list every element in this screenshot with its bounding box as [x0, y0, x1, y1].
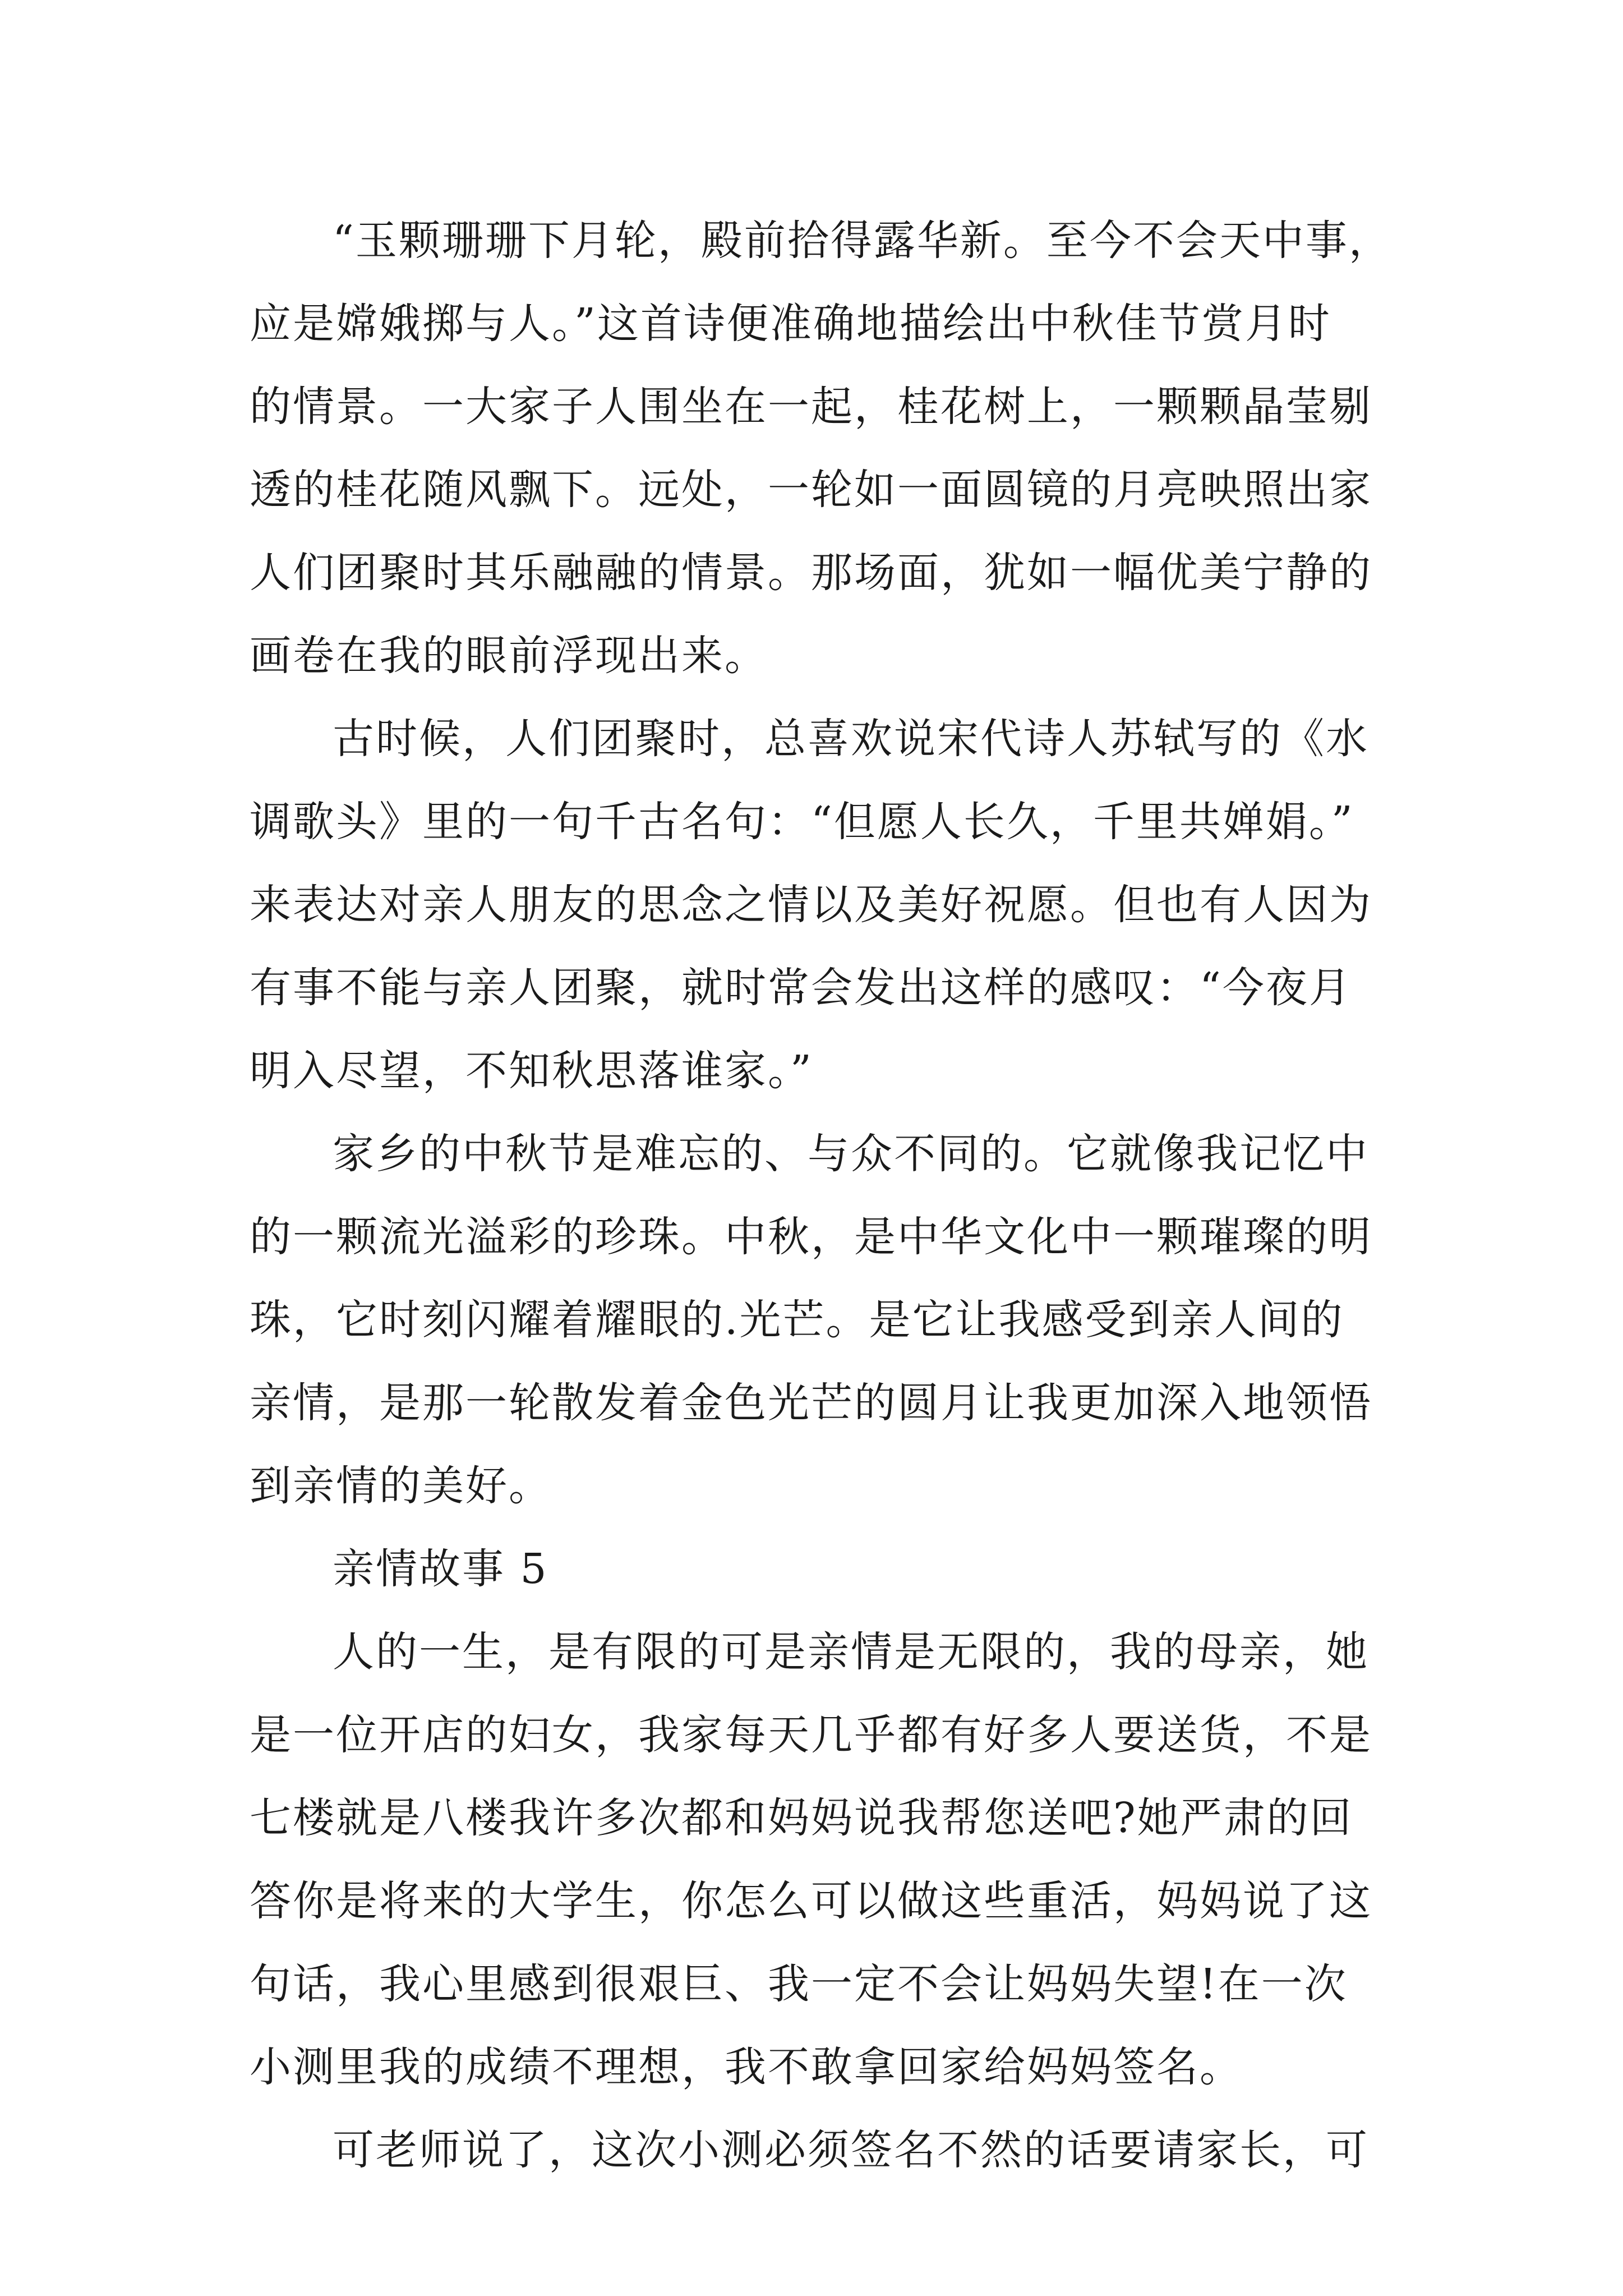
- body-text: [250, 199, 1392, 2192]
- paragraph-line: 人们团聚时其乐融融的情景。那场面，犹如一幅优美宁静的: [250, 549, 1372, 597]
- paragraph-line: 是一位开店的妇女，我家每天几乎都有好多人要送货，不是: [250, 1711, 1372, 1759]
- section-heading: 亲情故事 5: [333, 1545, 548, 1593]
- paragraph-line: 亲情，是那一轮散发着金色光芒的圆月让我更加深入地领悟: [250, 1379, 1372, 1427]
- paragraph-line: 有事不能与亲人团聚，就时常会发出这样的感叹：“今夜月: [250, 964, 1352, 1012]
- paragraph-line: 答你是将来的大学生，你怎么可以做这些重活，妈妈说了这: [250, 1877, 1372, 1925]
- paragraph-line: 明入尽望，不知秋思落谁家。”: [250, 1047, 813, 1095]
- paragraph-line: 应是嫦娥掷与人。”这首诗便准确地描绘出中秋佳节赏月时: [250, 300, 1331, 348]
- paragraph-line: 小测里我的成绩不理想，我不敢拿回家给妈妈签名。: [250, 2043, 1243, 2091]
- paragraph-line: 调歌头》里的一句千古名句：“但愿人长久，千里共婵娟。”: [250, 798, 1354, 846]
- paragraph-line: 透的桂花随风飘下。远处，一轮如一面圆镜的月亮映照出家: [250, 466, 1372, 514]
- paragraph-line: 家乡的中秋节是难忘的、与众不同的。它就像我记忆中: [333, 1130, 1369, 1178]
- paragraph-line: “玉颗珊珊下月轮，殿前拾得露华新。至今不会天中事，: [333, 217, 1392, 265]
- paragraph-line: 的情景。一大家子人围坐在一起，桂花树上，一颗颗晶莹剔: [250, 383, 1372, 431]
- paragraph-line: 画卷在我的眼前浮现出来。: [250, 632, 768, 680]
- paragraph-line: 人的一生，是有限的可是亲情是无限的，我的母亲，她: [333, 1628, 1369, 1676]
- paragraph-line: 来表达对亲人朋友的思念之情以及美好祝愿。但也有人因为: [250, 881, 1372, 929]
- paragraph-line: 句话，我心里感到很艰巨、我一定不会让妈妈失望!在一次: [250, 1960, 1348, 2008]
- paragraph-line: 古时候，人们团聚时，总喜欢说宋代诗人苏轼写的《水: [333, 715, 1369, 763]
- paragraph-line: 可老师说了，这次小测必须签名不然的话要请家长，可: [333, 2126, 1369, 2174]
- paragraph-line: 的一颗流光溢彩的珍珠。中秋，是中华文化中一颗璀璨的明: [250, 1213, 1372, 1261]
- paragraph-line: 到亲情的美好。: [250, 1462, 552, 1510]
- paragraph-line: 七楼就是八楼我许多次都和妈妈说我帮您送吧?她严肃的回: [250, 1794, 1353, 1842]
- paragraph-line: 珠，它时刻闪耀着耀眼的.光芒。是它让我感受到亲人间的: [250, 1296, 1344, 1344]
